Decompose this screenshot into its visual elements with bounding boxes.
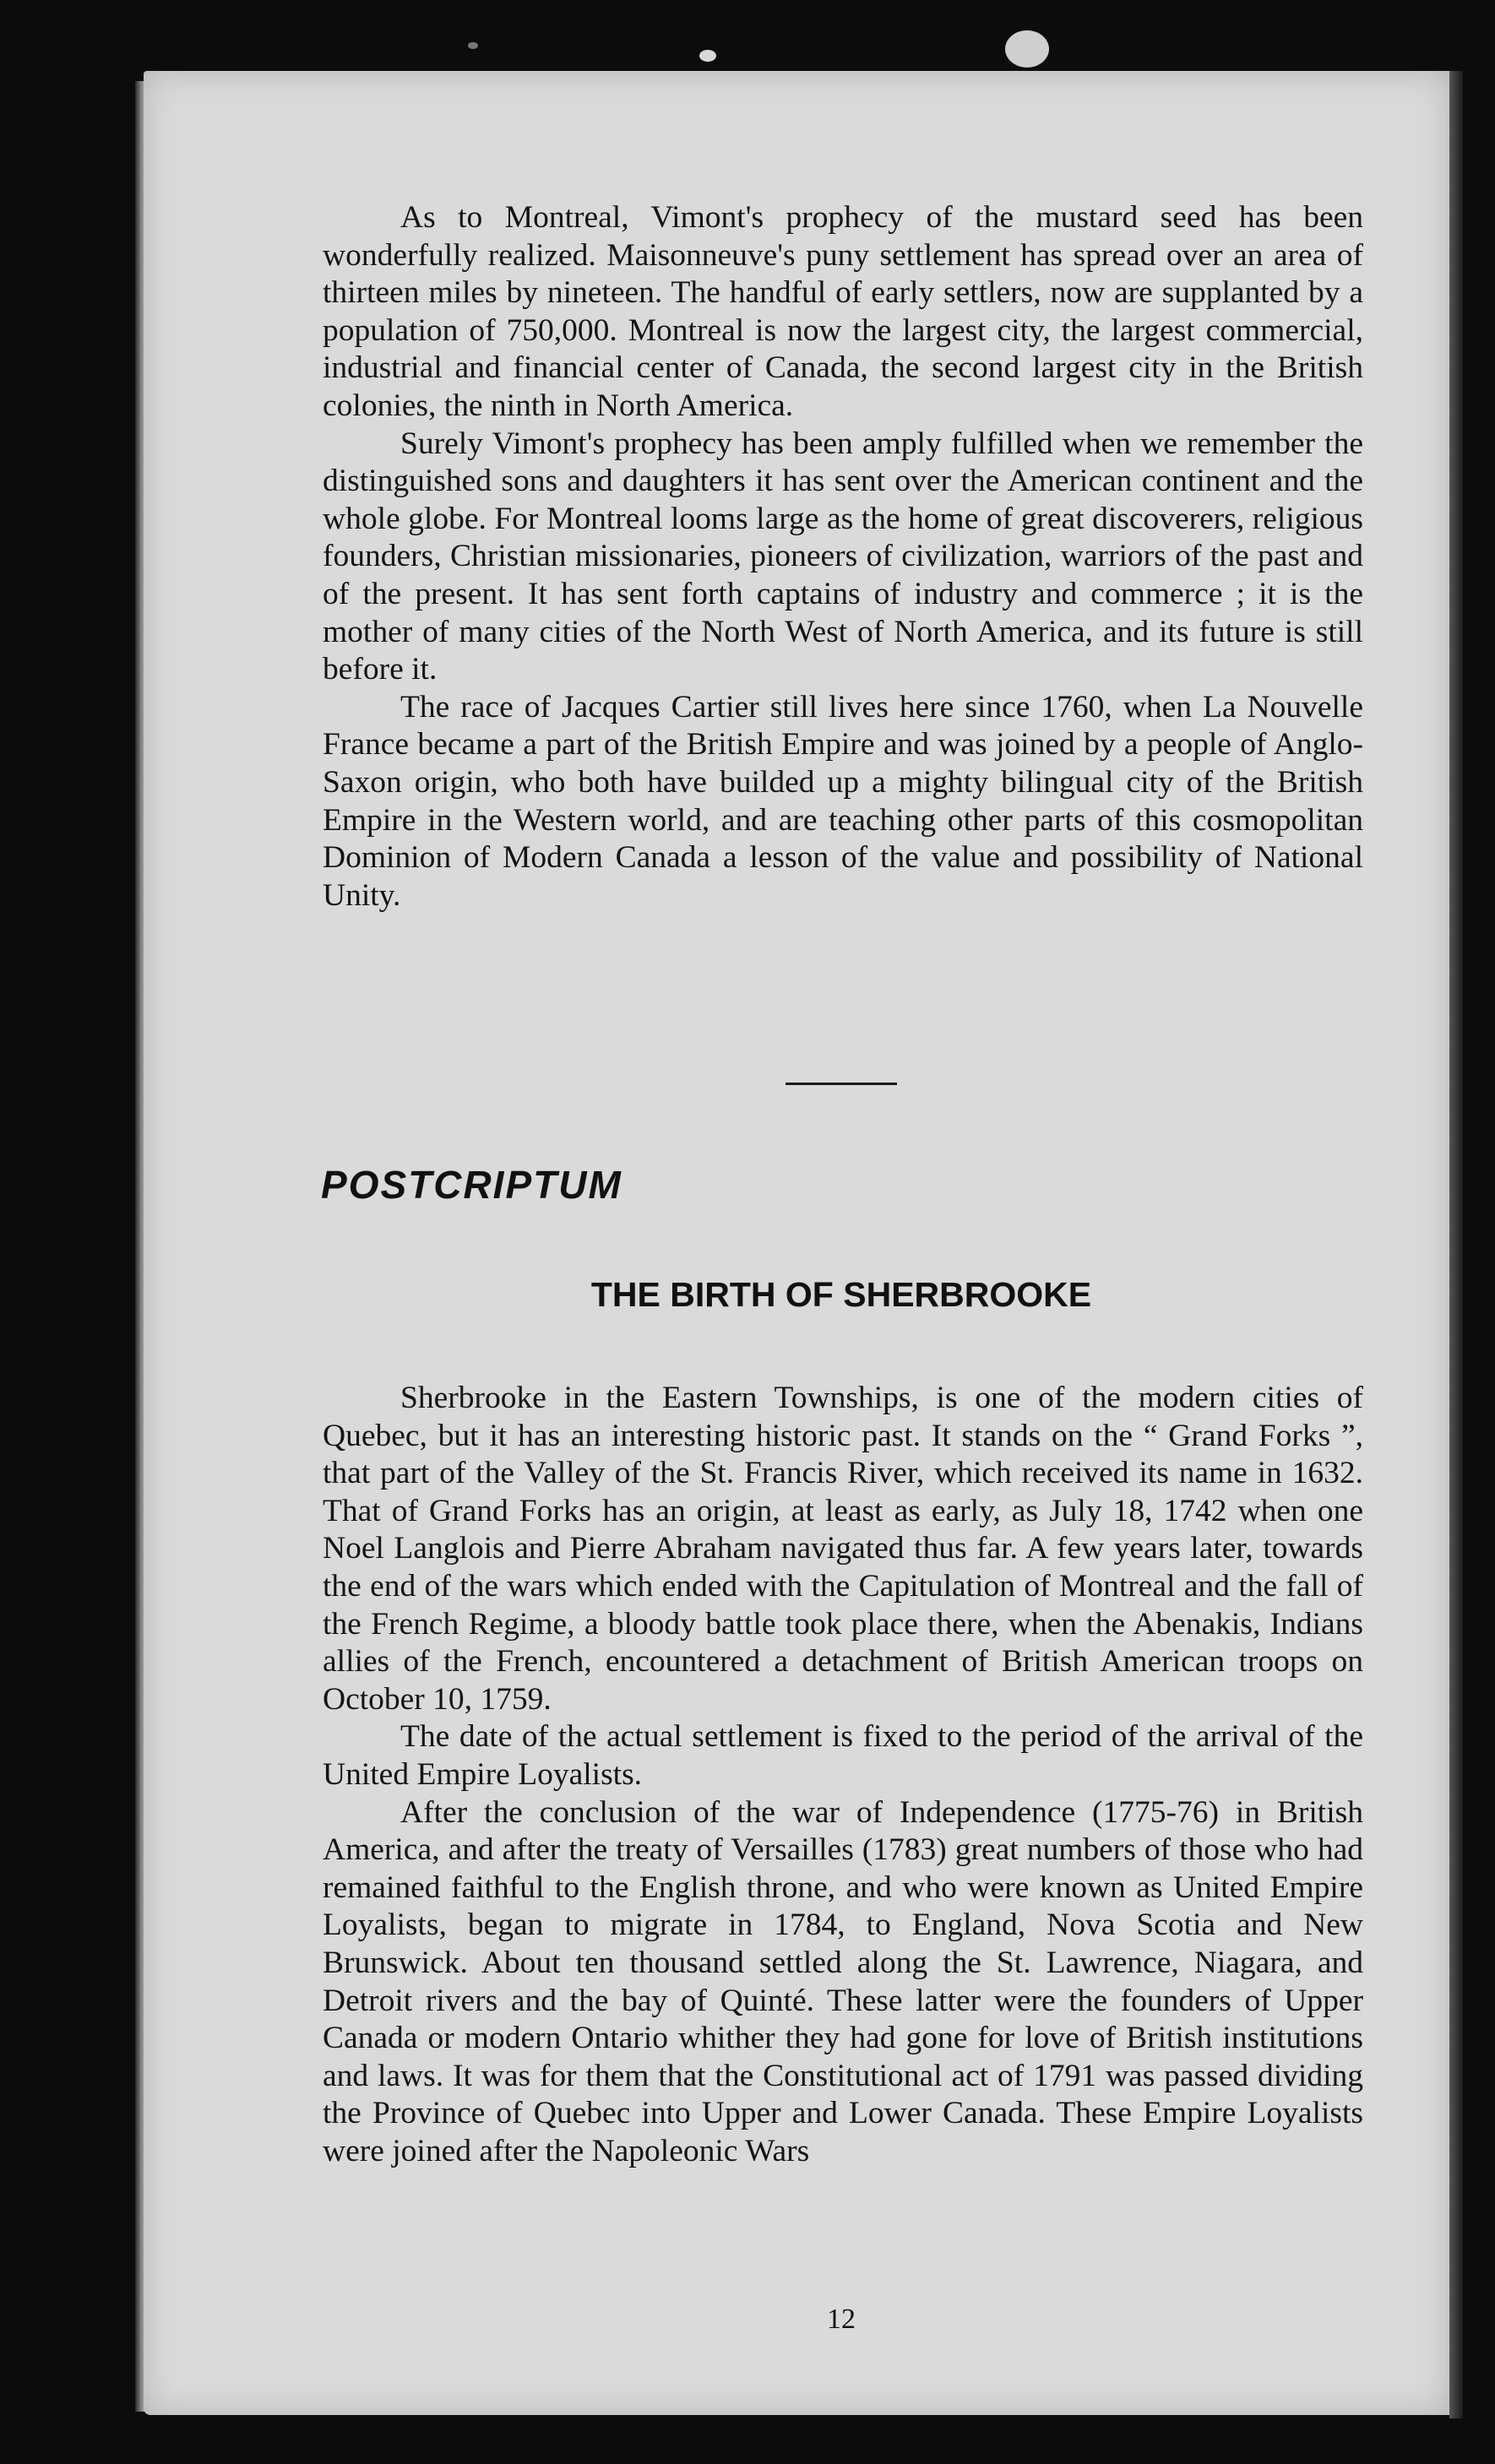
paragraph: Surely Vimont's prophecy has been amply fulfilled when we remember the distinguished sons and daughters it has sent over the American continent and the whole globe. For Montreal looms large as the home of great discoverers, religious founders, Christian missionaries, pioneers of civilization, warriors of the past and of the present. It has sent forth captains of industry and commerce ; it is the mother of many cities of the North West of North America, and its future is still before it.	[323, 426, 1363, 687]
body-text-sherbrooke	[323, 1380, 1363, 2170]
chapter-title: THE BIRTH OF SHERBROOKE	[590, 1275, 1092, 1314]
page-number: 12	[827, 2304, 856, 2335]
postscript-heading: POSTCRIPTUM	[321, 1163, 622, 1207]
paragraph: Sherbrooke in the Eastern Townships, is one of the modern cities of Quebec, but it has an interesting historic past. It stands on the “ Grand Forks ”, that part of the Valley of the St. Francis River, which received its name in 1632. That of Grand Forks has an origin, at least as early, as July 18, 1742 when one Noel Langlois and Pierre Abraham navigated thus far. A few years later, towards the end of the wars which ended with the Capitulation of Montreal and the fall of the French Regime, a bloody battle took place there, when the Abenakis, Indians allies of the French, encountered a detachment of British American troops on October 10, 1759.	[323, 1381, 1363, 1717]
section-divider	[786, 1083, 897, 1085]
paragraph: After the conclusion of the war of Independence (1775-76) in British America, and after the treaty of Versailles (1783) great numbers of those who had remained faithful to the English throne, and who were known as United Empire Loyalists, began to migrate in 1784, to England, Nova Scotia and New Brunswick. About ten thousand settled along the St. Lawrence, Niagara, and Detroit rivers and the bay of Quinté. These latter were the founders of Upper Canada or modern Ontario whither they had gone for love of British institutions and laws. It was for them that the Constitutional act of 1791 was passed dividing the Province of Quebec into Upper and Lower Canada. These Empire Loyalists were joined after the Napoleonic Wars	[323, 1794, 1363, 2168]
paragraph: The date of the actual settlement is fixed to the period of the arrival of the United Empire Loyalists.	[323, 1719, 1363, 1792]
body-text-montreal	[323, 199, 1363, 915]
paragraph: As to Montreal, Vimont's prophecy of the mustard seed has been wonderfully realized. Maisonneuve's puny settlement has spread over an area of thirteen miles by nineteen. The handful of early settlers, now are supplanted by a population of 750,000. Montreal is now the largest city, the largest commercial, industrial and financial center of Canada, the second largest city in the British colonies, the ninth in North America.	[323, 200, 1363, 423]
paragraph: The race of Jacques Cartier still lives here since 1760, when La Nouvelle France became a part of the British Empire and was joined by a people of Anglo-Saxon origin, who both have builded up a mighty bilingual city of the British Empire in the Western world, and are teaching other parts of this cosmopolitan Dominion of Modern Canada a lesson of the value and possibility of National Unity.	[323, 689, 1363, 913]
page-edge	[1449, 71, 1463, 2418]
scan-specks	[0, 0, 1495, 76]
